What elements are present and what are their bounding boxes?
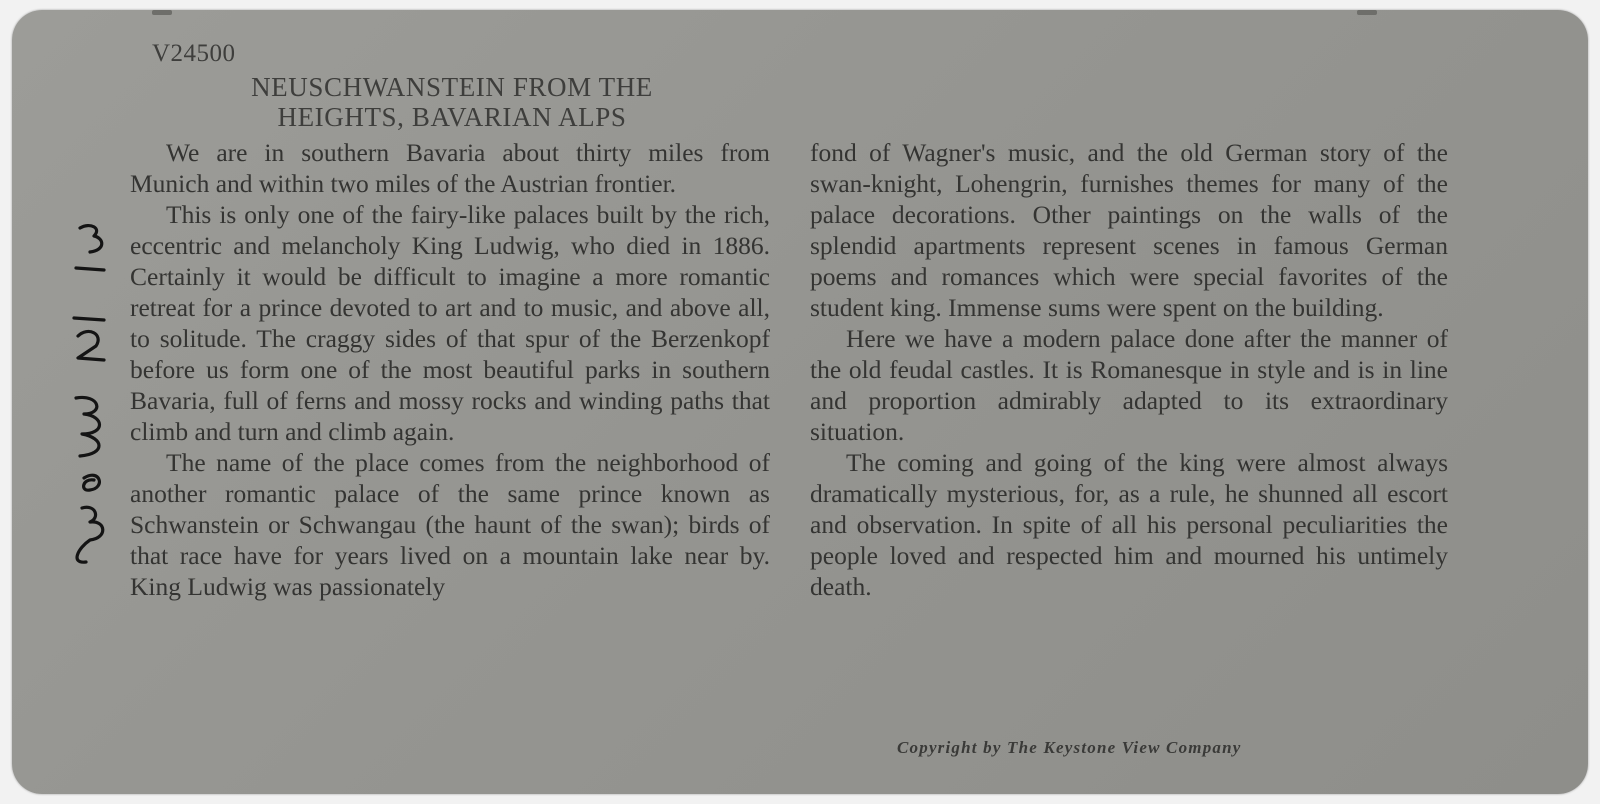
card-title-line-2: HEIGHTS, BAVARIAN ALPS — [277, 102, 627, 132]
paragraph: This is only one of the fairy-like palaces built by the rich, eccentric and melancholy King Ludwig, who died in 1886. Certainly it would be difficult to imagine a more romantic retreat for a prince devoted to art and to music, and above all, to solitude. The craggy sides of that spur of the Berzenkopf before us form one of the most beautiful parks in southern Bavaria, full of ferns and mossy rocks and winding paths that climb and turn and climb again. — [130, 200, 770, 446]
left-text-column — [130, 137, 770, 602]
copyright-notice: Copyright by The Keystone View Company — [897, 738, 1242, 757]
paragraph: We are in southern Bavaria about thirty miles from Munich and within two miles of the Austrian frontier. — [130, 138, 770, 198]
card-title-line-1: NEUSCHWANSTEIN FROM THE — [251, 72, 653, 102]
right-text-column — [810, 137, 1448, 602]
paragraph: Here we have a modern palace done after the manner of the old feudal castles. It is Romanesque in style and is in line and proportion admirably adapted to its extraordinary situation. — [810, 324, 1448, 446]
paragraph: The name of the place comes from the neighborhood of another romantic palace of the same prince known as Schwanstein or Schwangau (the haunt of the swan); birds of that race have for years lived on a mountain lake near by. King Ludwig was passionately — [130, 448, 770, 601]
stereoview-card-back — [12, 10, 1588, 794]
paragraph: The coming and going of the king were almost always dramatically mysterious, for, as a rule, he shunned all escort and observation. In spite of all his personal peculiarities the people loved and respected him and mourned his untimely death. — [810, 448, 1448, 601]
card-edge-mark — [1357, 10, 1377, 15]
card-edge-mark — [152, 10, 172, 15]
card-title — [182, 72, 722, 132]
paragraph: fond of Wagner's music, and the old German story of the swan-knight, Lohengrin, furnishes themes for many of the palace decorations. Other paintings on the walls of the splendid apartments represent scenes in famous German poems and romances which were special favorites of the student king. Immense sums were spent on the building. — [810, 138, 1448, 322]
handwritten-date-inscription — [60, 218, 120, 568]
card-catalog-number: V24500 — [152, 40, 236, 67]
